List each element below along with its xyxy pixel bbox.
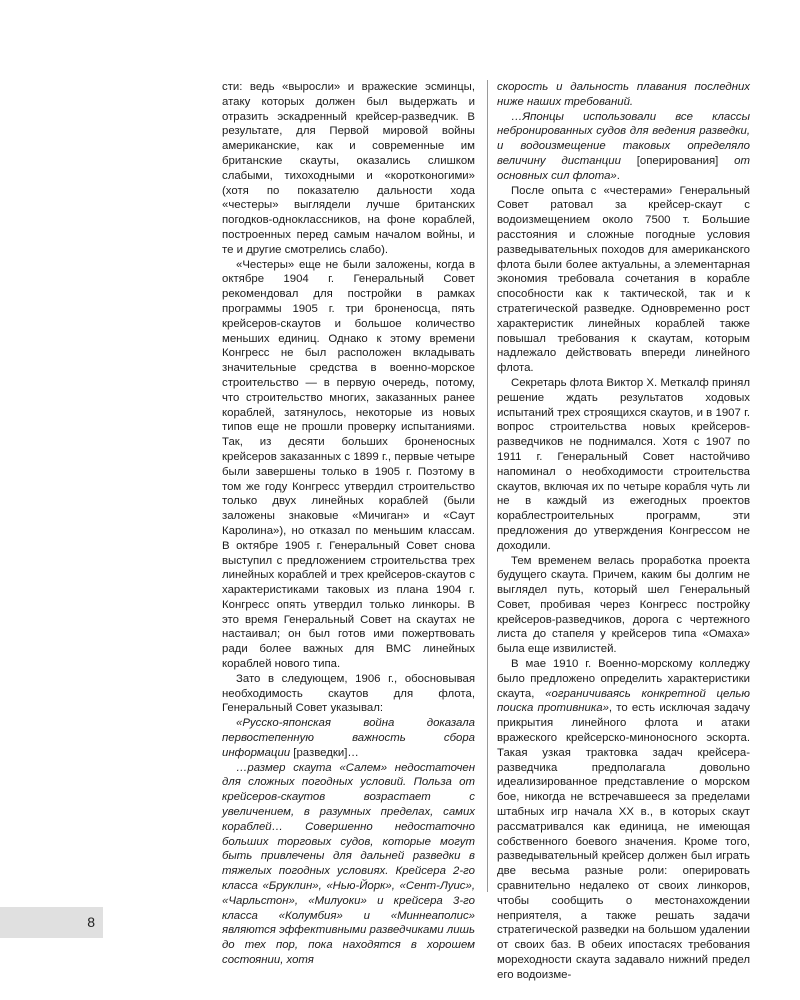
italic-quote-text: …размер скаута «Салем» недостаточен для сложных погодных условий. Польза от крейсеров-скаутов возрастает с увеличением, в разумных пределах, самих кораблей… Совершенно недостаточно больших торговых судов, которые могут быть привлечены для дальней разведки в тяжелых погодных условиях. Крейсера 2-го класса «Бруклин», «Нью-Йорк», «Сент-Луис», «Чарльстон», «Милуоки» и крейсера 3-го класса «Колумбия» и «Миннеаполис» являются эффективными разведчиками лишь до тех пор, пока находятся в хорошем состоянии, хотя: [222, 761, 475, 967]
paragraph: [497, 184, 750, 376]
text-span: «Честеры» еще не были заложены, когда в октябре 1904 г. Генеральный Совет рекомендовал для постройки в рамках программы 1905 г. три броненосца, пять крейсеров-скаутов и большое количество меньших единиц. Однако к этому времени Конгресс не был расположен вкладывать значительные средства в военно-морское строительство — в первую очередь, потому, что строительство многих, заказанных ранее кораблей, затянулось, некоторые из новых типов еще не прошли проверку испытаниями. Так, из десяти больших броненосных крейсеров заказанных с 1899 г., первые четыре были завершены только в 1905 г. Поэтому в том же году Конгресс утвердил строительство только двух линейных кораблей (были заложены знаковые «Мичиган» и «Саут Каролина»), но отказал по меньшим классам. В октябре 1905 г. Генеральный Совет снова выступил с предложением строительства трех линейных кораблей и трех крейсеров-скаутов с характеристиками таковых из плана 1904 г. Конгресс опять утвердил только линкоры. В это время Генеральный Совет на скаутах не настаивал; он был готов ими пожертвовать ради более важных для ВМС линейных кораблей нового типа.: [222, 258, 475, 671]
column-divider: [487, 80, 488, 892]
paragraph: [497, 376, 750, 554]
text-span: В мае 1910 г. Военно-морскому колледжу было предложено определить характеристики скаута,: [497, 658, 750, 700]
italic-quote-text: …Японцы использовали все классы небронированных судов для ведения разведки, и водоизмещение таковых определяло величину дистанции: [497, 110, 750, 167]
page-number: 8: [87, 914, 95, 930]
paragraph: [222, 80, 475, 258]
italic-quote-text: «Русско-японская война доказала первостепенную важность сбора информации: [222, 717, 475, 759]
paragraph: [497, 657, 750, 983]
paragraph: [222, 761, 475, 968]
text-span: Зато в следующем, 1906 г., обосновывая необходимость скаутов для флота, Генеральный Совет указывал:: [222, 672, 475, 715]
text-span: .: [616, 169, 620, 182]
right-text-column: [497, 80, 750, 983]
text-span: Тем временем велась проработка проекта будущего скаута. Причем, каким бы долгим не выглядел путь, который шел Генеральный Совет, пробивая через Конгресс постройку крейсеров-разведчиков, дорога с чертежного листа до стапеля у крейсеров типа «Омаха» была еще извилистей.: [497, 554, 750, 656]
text-span: Секретарь флота Виктор Х. Меткалф принял решение ждать результатов ходовых испытаний трех строящихся скаутов, и в 1907 г. вопрос строительства новых крейсеров-разведчиков не поднимался. Хотя с 1907 по 1911 г. Генеральный Совет настойчиво напоминал о необходимости строительства скаутов, включая их по четыре корабля чуть ли не в каждый из ежегодных проектов кораблестроительных программ, эти предложения до утверждения Конгрессом не доходили.: [497, 376, 750, 552]
paragraph: [497, 110, 750, 184]
paragraph: [222, 672, 475, 716]
text-span: [разведки]…: [290, 746, 359, 759]
text-span: [оперирования]: [620, 154, 735, 167]
paragraph: [222, 716, 475, 760]
text-span: , то есть исключая задачу прикрытия линейного флота и атаки вражеского крейсерско-миноносного эскорта. Такая узкая трактовка задач крейсера-разведчика предполагала довольно идеализированное представление о морском бое, никогда не встречавшееся за пределами штабных игр начала XX в., в которых скаут рассматривался как единица, не имеющая собственного боевого значения. Кроме того, разведывательный крейсер должен был играть две весьма разные роли: оперировать сравнительно недалеко от своих линкоров, чтобы сообщить о местонахождении неприятеля, а также решать задачи стратегической разведки на большом удалении от своих баз. В обеих ипостасях требования мореходности скаута задавало нижний предел его водоизме-: [497, 702, 750, 981]
italic-quote-text: «ограничиваясь конкретной целью поиска противника»: [497, 687, 750, 715]
paragraph: [497, 80, 750, 110]
paragraph: [497, 554, 750, 658]
text-span: сти: ведь «выросли» и вражеские эсминцы, атаку которых должен был выдержать и отразить эскадренный крейсер-разведчик. В результате, для Первой мировой войны американские, как и современные им британские скауты, оказались слишком слабыми, тихоходными и «коротконогими» (хотя по показателю дальности хода «честеры» выглядели лучше британских погодков-одноклассников, на фоне кораблей, построенных перед самым началом войны, и те и другие смотрелись слабо).: [222, 81, 475, 256]
italic-quote-text: от основных сил флота»: [497, 154, 750, 182]
italic-quote-text: скорость и дальность плавания последних ниже наших требований.: [497, 81, 750, 108]
paragraph: [222, 258, 475, 672]
page-number-tab: [0, 907, 103, 938]
left-text-column: [222, 80, 475, 968]
text-span: После опыта с «честерами» Генеральный Совет ратовал за крейсер-скаут с водоизмещением около 7500 т. Большие расстояния и сложные погодные условия разведывательных походов для американского флота были более актуальны, а элементарная экономия требовала сочетания в корабле способности как к тактической, так и к стратегической разведке. Одновременно рост характеристик линейных кораблей также повышал требования к скаутам, которым надлежало действовать впереди линейного флота.: [497, 184, 750, 375]
